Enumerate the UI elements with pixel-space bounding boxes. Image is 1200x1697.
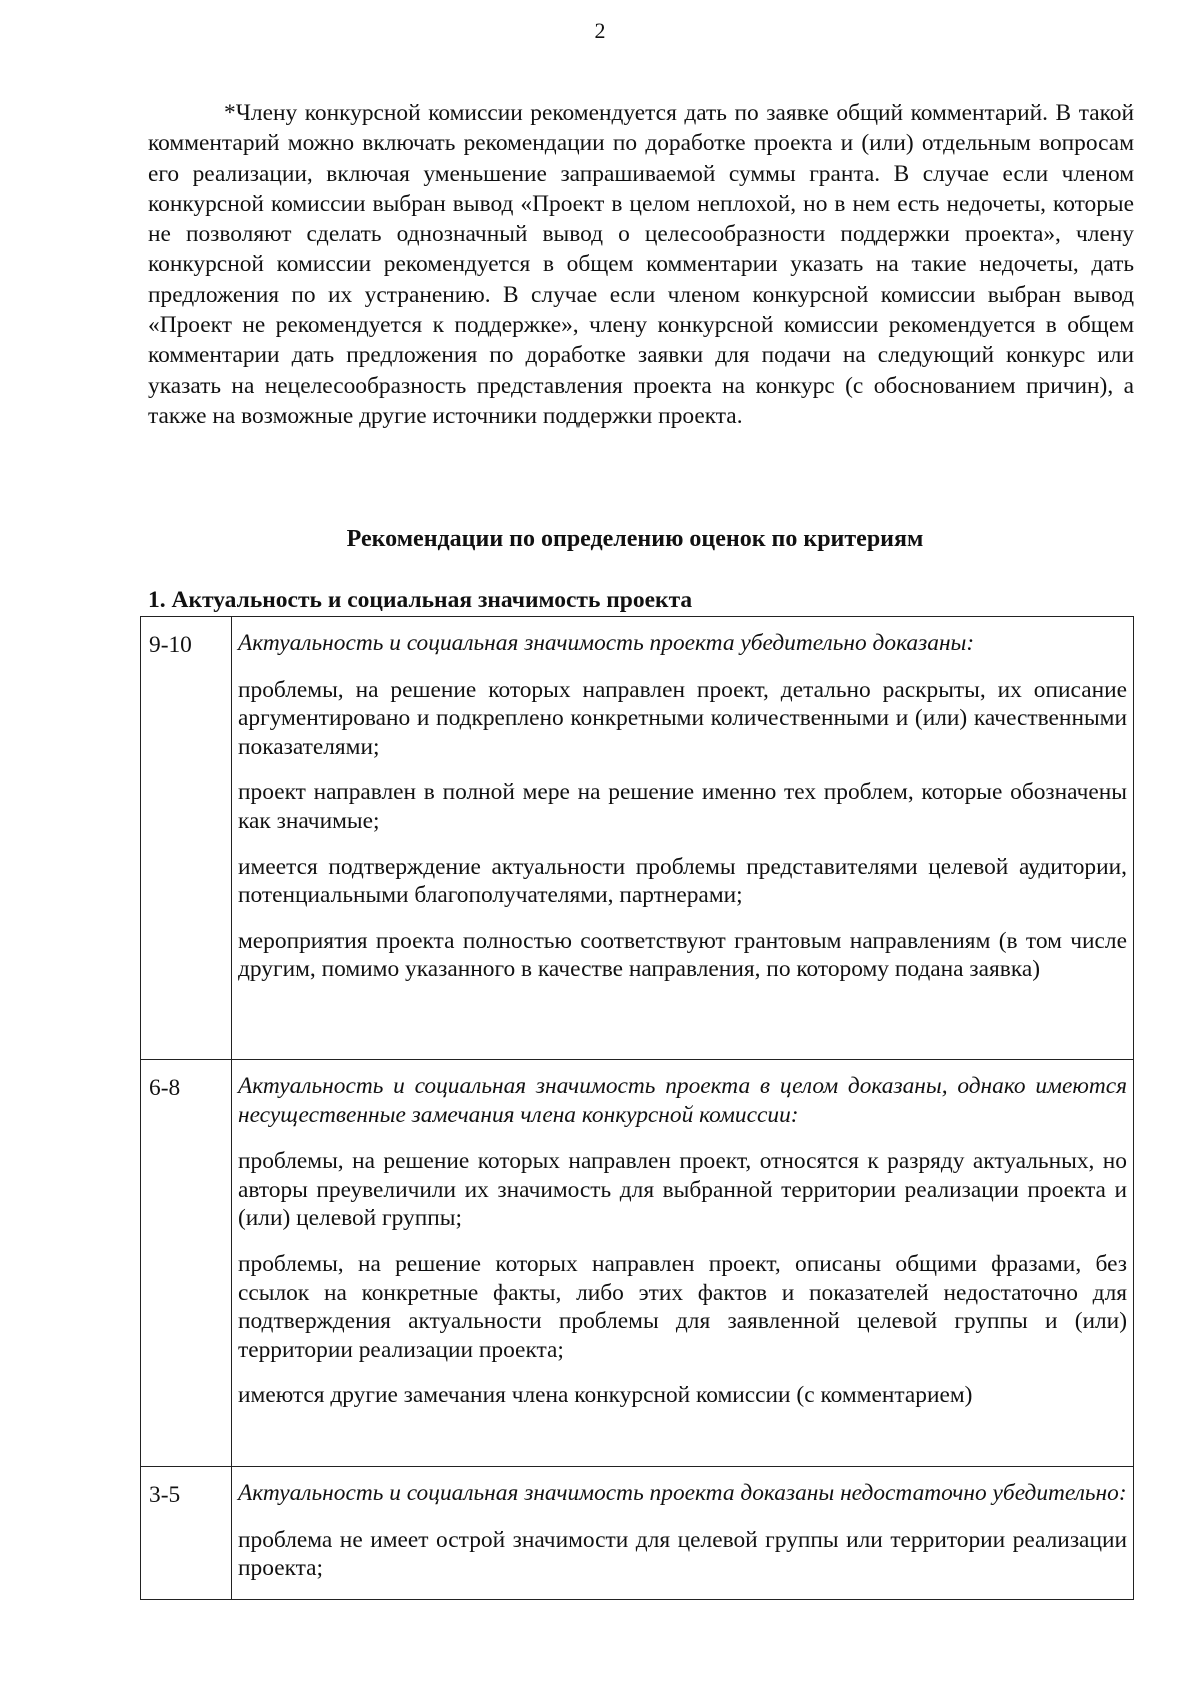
criterion-item: мероприятия проекта полностью соответствуют грантовым направлениям (в том числе другим, помимо указанного в качестве направления, по которому подана заявка) [238, 927, 1127, 983]
criteria-table [140, 616, 1134, 1600]
score-cell: 6-8 [141, 1060, 232, 1467]
criterion-item: проект направлен в полной мере на решение именно тех проблем, которые обозначены как значимые; [238, 779, 1127, 834]
table-row [141, 617, 1134, 1060]
description-cell [232, 1467, 1134, 1600]
score-cell: 3-5 [141, 1467, 232, 1600]
criterion-heading: 1. Актуальность и социальная значимость проекта [148, 587, 693, 613]
criterion-lead: Актуальность и социальная значимость проекта убедительно доказаны: [238, 630, 975, 656]
criterion-item: проблемы, на решение которых направлен проект, детально раскрыты, их описание аргументировано и подкреплено конкретными количественными и (или) качественными показателями; [238, 676, 1127, 760]
criterion-item: имеется подтверждение актуальности проблемы представителями целевой аудитории, потенциальными благополучателями, партнерами; [238, 853, 1127, 909]
criterion-item: проблема не имеет острой значимости для целевой группы или территории реализации проекта; [238, 1526, 1127, 1582]
criterion-item: проблемы, на решение которых направлен проект, относятся к разряду актуальных, но авторы преувеличили их значимость для выбранной территории реализации проекта и (или) целевой группы; [238, 1148, 1127, 1232]
description-cell [232, 617, 1134, 1060]
page-number: 2 [594, 18, 606, 43]
intro-paragraph: *Члену конкурсной комиссии рекомендуется дать по заявке общий комментарий. В такой комментарий можно включать рекомендации по доработке проекта и (или) отдельным вопросам его реализации, включая уменьшение запрашиваемой суммы гранта. В случае если членом конкурсной комиссии выбран вывод «Проект в целом неплохой, но в нем есть недочеты, которые не позволяют сделать однозначный вывод о целесообразности поддержки проекта», члену конкурсной комиссии рекомендуется в общем комментарии указать на такие недочеты, дать предложения по их устранению. В случае если членом конкурсной комиссии выбран вывод «Проект не рекомендуется к поддержке», члену конкурсной комиссии рекомендуется в общем комментарии дать предложения по доработке заявки для подачи на следующий конкурс или указать на нецелесообразность представления проекта на конкурс (с обоснованием причин), а также на возможные другие источники поддержки проекта. [148, 100, 1134, 429]
criterion-item: проблемы, на решение которых направлен проект, описаны общими фразами, без ссылок на конкретные факты, либо этих фактов и показателей недостаточно для подтверждения актуальности проблемы для заявленной целевой группы и (или) территории реализации проекта; [238, 1250, 1127, 1363]
description-cell [232, 1060, 1134, 1467]
section-title: Рекомендации по определению оценок по критериям [346, 526, 924, 552]
criterion-item: имеются другие замечания члена конкурсной комиссии (с комментарием) [238, 1382, 973, 1409]
table-row [141, 1467, 1134, 1600]
criterion-lead: Актуальность и социальная значимость проекта доказаны недостаточно убедительно: [238, 1480, 1127, 1506]
table-row [141, 1060, 1134, 1467]
score-cell: 9-10 [141, 617, 232, 1060]
criterion-lead: Актуальность и социальная значимость проекта в целом доказаны, однако имеются несущественные замечания члена конкурсной комиссии: [238, 1073, 1127, 1128]
